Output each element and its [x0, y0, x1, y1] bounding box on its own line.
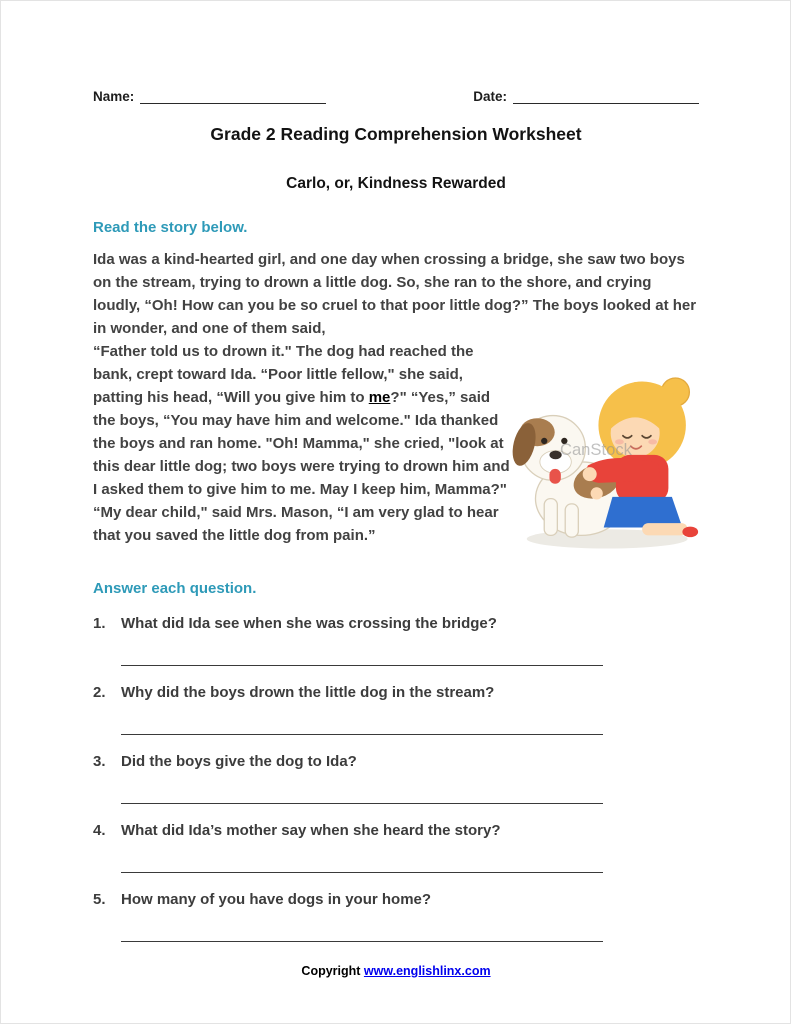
- story-paragraph-1: Ida was a kind-hearted girl, and one day when crossing a bridge, she saw two boys on the stream, trying to drown a little dog. So, she ran to the shore, and crying loudly, “Oh! How can you be so cruel to that poor little dog?” The boys looked at her in wonder, and one of them said,: [93, 251, 697, 337]
- question-4-text: What did Ida’s mother say when she heard the story?: [121, 822, 501, 839]
- question-1-row: [93, 613, 699, 634]
- answer-line-5: [121, 926, 603, 942]
- copyright-label: Copyright: [301, 964, 364, 978]
- question-2: [93, 682, 699, 735]
- date-field-group: [473, 89, 699, 104]
- answer-line-3: [121, 788, 603, 804]
- name-field-group: [93, 89, 326, 104]
- story-me-emphasis: me: [368, 389, 391, 406]
- question-4-row: [93, 820, 699, 841]
- watermark-text: CanStock: [559, 439, 632, 459]
- question-1: [93, 613, 699, 666]
- question-4-number: 4.: [93, 822, 106, 839]
- name-date-row: [93, 89, 699, 104]
- question-5: [93, 889, 699, 942]
- answer-line-4: [121, 857, 603, 873]
- englishlinx-link[interactable]: www.englishlinx.com: [363, 964, 491, 978]
- name-blank-line: [140, 90, 326, 104]
- question-2-number: 2.: [93, 684, 106, 701]
- story-paragraph-2: [93, 340, 511, 547]
- question-2-row: [93, 682, 699, 703]
- name-label: Name:: [93, 89, 135, 104]
- answer-line-1: [121, 650, 603, 666]
- story-illustration: [511, 348, 699, 554]
- question-4: [93, 820, 699, 873]
- footer: [93, 964, 699, 978]
- question-5-row: [93, 889, 699, 910]
- worksheet-title: Grade 2 Reading Comprehension Worksheet: [210, 124, 582, 144]
- date-blank-line: [513, 90, 699, 104]
- date-label: Date:: [473, 89, 507, 104]
- question-5-number: 5.: [93, 891, 106, 908]
- answer-line-2: [121, 719, 603, 735]
- girl-hugging-dog-image: [511, 348, 699, 554]
- story-part2b: ?" “Yes,” said the boys, “You may have him and welcome." Ida thanked the boys and ran home. "Oh! Mamma," she cried, "look at this dear little dog; two boys were trying to drown him and I asked them to give him to me. May I keep him, Mamma?" “My dear child," said Mrs. Mason, “I am very glad to hear that you saved the little dog from pain.”: [93, 389, 510, 544]
- question-3-row: [93, 751, 699, 772]
- question-5-text: How many of you have dogs in your home?: [121, 891, 432, 908]
- question-1-text: What did Ida see when she was crossing the bridge?: [121, 615, 497, 632]
- questions-list: [93, 613, 699, 942]
- read-story-instruction: Read the story below.: [93, 219, 248, 236]
- answer-questions-instruction: Answer each question.: [93, 580, 257, 597]
- question-2-text: Why did the boys drown the little dog in the stream?: [121, 684, 495, 701]
- story-title: Carlo, or, Kindness Rewarded: [286, 175, 506, 192]
- question-3: [93, 751, 699, 804]
- story-part2a: “Father told us to drown it." The dog had reached the bank, crept toward Ida. “Poor little fellow," she said, patting his head, “Will you give him to: [93, 343, 474, 406]
- story-wrap: [93, 340, 699, 554]
- question-3-text: Did the boys give the dog to Ida?: [121, 753, 357, 770]
- question-3-number: 3.: [93, 753, 106, 770]
- question-1-number: 1.: [93, 615, 106, 632]
